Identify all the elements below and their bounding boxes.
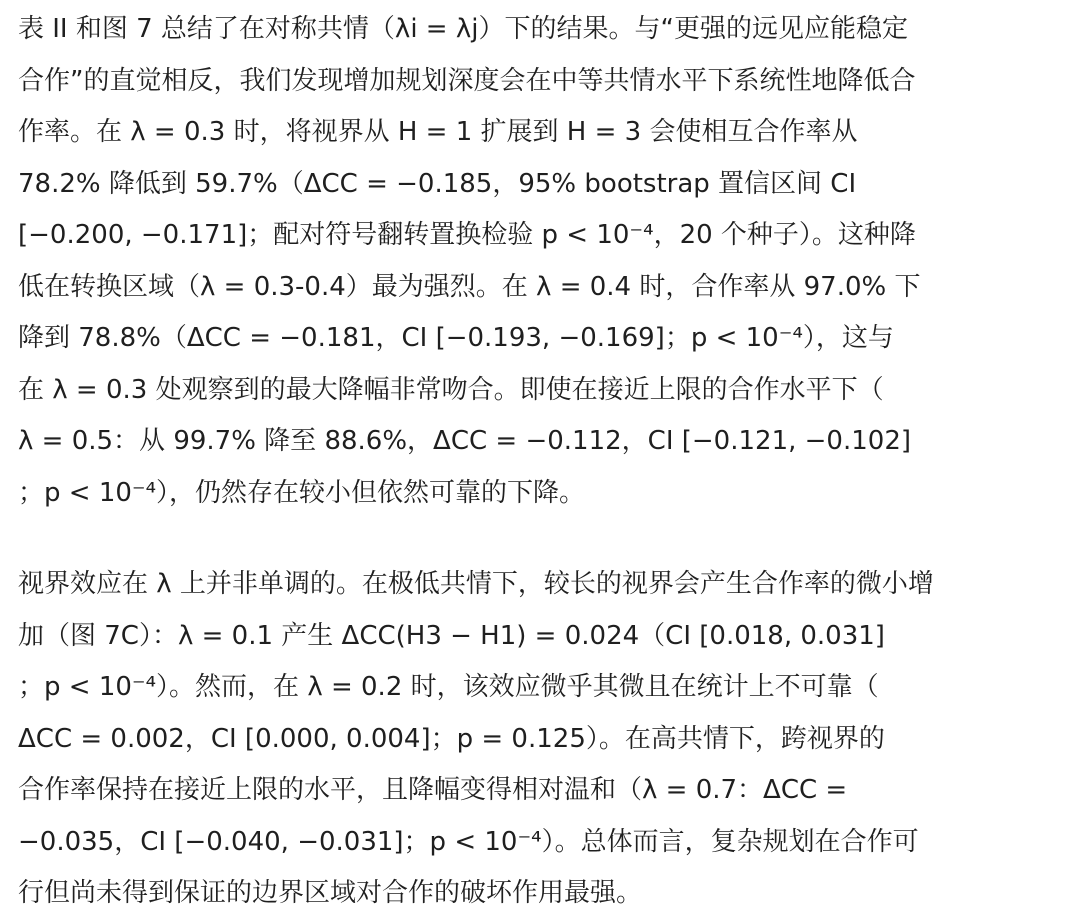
text-line: [−0.200, −0.171]；配对符号翻转置换检验 p < 10⁻⁴，20 个种子）。这种降 <box>18 220 916 250</box>
text-line: 表 II 和图 7 总结了在对称共情（λi = λj）下的结果。与“更强的远见应能稳定 <box>18 14 908 44</box>
text-line: 降到 78.8%（ΔCC = −0.181，CI [−0.193, −0.169]；p < 10⁻⁴），这与 <box>18 323 894 353</box>
text-line: 行但尚未得到保证的边界区域对合作的破坏作用最强。 <box>18 878 643 908</box>
text-line: 加（图 7C）：λ = 0.1 产生 ΔCC(H3 − H1) = 0.024（CI [0.018, 0.031] <box>18 620 885 651</box>
text-line: ；p < 10⁻⁴），仍然存在较小但依然可靠的下降。 <box>18 477 586 508</box>
text-line: λ = 0.5：从 99.7% 降至 88.6%，ΔCC = −0.112，CI [−0.121, −0.102] <box>18 426 912 456</box>
text-line: ；p < 10⁻⁴）。然而，在 λ = 0.2 时，该效应微乎其微且在统计上不可靠（ <box>18 672 879 702</box>
text-line: 合作率保持在接近上限的水平，且降幅变得相对温和（λ = 0.7：ΔCC = <box>18 775 848 805</box>
text-line: ΔCC = 0.002，CI [0.000, 0.004]；p = 0.125）。在高共情下，跨视界的 <box>18 723 885 754</box>
text-line: 作率。在 λ = 0.3 时，将视界从 H = 1 扩展到 H = 3 会使相互合作率从 <box>18 117 858 147</box>
text-line: 在 λ = 0.3 处观察到的最大降幅非常吻合。即使在接近上限的合作水平下（ <box>18 374 884 405</box>
paragraph-results-symmetric-empathy <box>18 0 1062 519</box>
text-line: 低在转换区域（λ = 0.3-0.4）最为强烈。在 λ = 0.4 时，合作率从 97.0% 下 <box>18 271 921 302</box>
text-line: 视界效应在 λ 上并非单调的。在极低共情下，较长的视界会产生合作率的微小增 <box>18 569 934 599</box>
text-line: −0.035，CI [−0.040, −0.031]；p < 10⁻⁴）。总体而言，复杂规划在合作可 <box>18 826 919 857</box>
paragraph-horizon-effect <box>18 559 1062 920</box>
text-line: 78.2% 降低到 59.7%（ΔCC = −0.185，95% bootstrap 置信区间 CI <box>18 168 857 199</box>
text-line: 合作”的直觉相反，我们发现增加规划深度会在中等共情水平下系统性地降低合 <box>18 65 916 96</box>
